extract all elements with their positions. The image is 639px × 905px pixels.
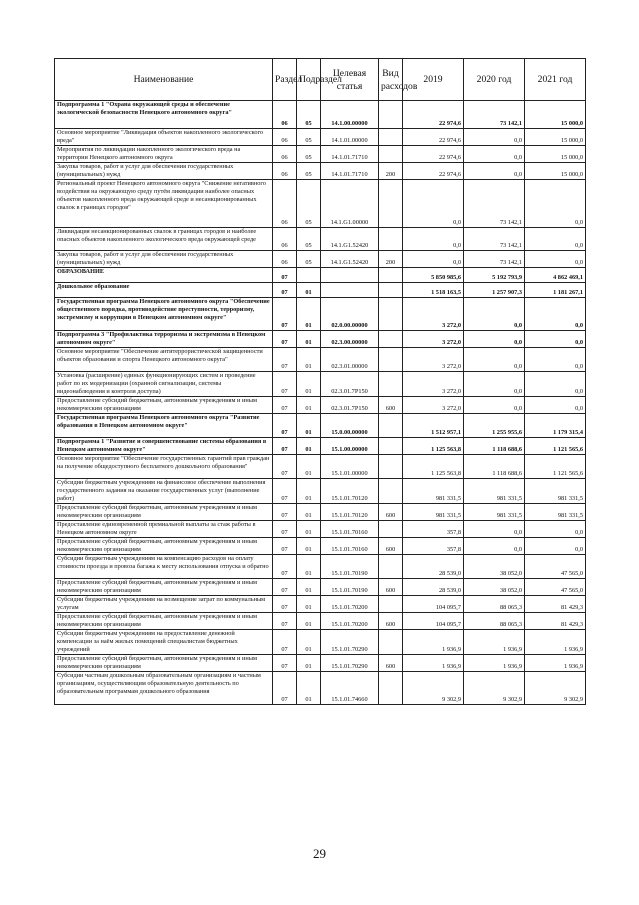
row-value-2021: 1 121 565,6: [525, 455, 586, 479]
row-podrazdel: 01: [297, 283, 321, 298]
row-value-2019: 0,0: [403, 180, 464, 228]
row-value-2020: 38 052,0: [464, 579, 525, 596]
table-row: [55, 538, 586, 555]
row-expense-type: [379, 283, 403, 298]
row-razdel: 07: [273, 504, 297, 521]
row-podrazdel: 01: [297, 596, 321, 613]
table-row: [55, 101, 586, 129]
row-value-2020: 1 118 688,6: [464, 438, 525, 455]
table-row: [55, 146, 586, 163]
header-2020: 2020 год: [464, 59, 525, 101]
row-value-2021: 1 936,9: [525, 655, 586, 672]
row-expense-type: 600: [379, 504, 403, 521]
header-razdel: Раздел: [273, 59, 297, 101]
row-expense-type: [379, 630, 403, 655]
row-razdel: 06: [273, 101, 297, 129]
row-razdel: 07: [273, 414, 297, 438]
row-target-article: [321, 283, 379, 298]
row-razdel: 06: [273, 251, 297, 268]
row-podrazdel: 01: [297, 397, 321, 414]
row-razdel: 07: [273, 372, 297, 397]
row-value-2021: 15 000,0: [525, 129, 586, 146]
row-target-article: 14.1.00.00000: [321, 101, 379, 129]
row-value-2019: 0,0: [403, 228, 464, 251]
row-razdel: 07: [273, 538, 297, 555]
row-podrazdel: 05: [297, 163, 321, 180]
row-expense-type: [379, 331, 403, 348]
row-value-2020: 0,0: [464, 146, 525, 163]
row-razdel: 07: [273, 479, 297, 504]
row-expense-type: [379, 146, 403, 163]
row-podrazdel: 05: [297, 129, 321, 146]
row-podrazdel: 01: [297, 331, 321, 348]
row-razdel: 07: [273, 283, 297, 298]
row-value-2020: 73 142,1: [464, 180, 525, 228]
row-target-article: 15.1.01.70190: [321, 579, 379, 596]
row-value-2019: 22 974,6: [403, 163, 464, 180]
row-razdel: 07: [273, 455, 297, 479]
row-name: Предоставление единовременной премиальной выплаты за стаж работы в Ненецком автономном округе: [55, 521, 273, 538]
row-value-2019: 22 974,6: [403, 101, 464, 129]
row-value-2019: 3 272,0: [403, 372, 464, 397]
row-expense-type: [379, 298, 403, 331]
table-row: [55, 521, 586, 538]
row-podrazdel: 05: [297, 251, 321, 268]
row-value-2019: 22 974,6: [403, 129, 464, 146]
row-value-2020: 981 331,5: [464, 504, 525, 521]
page-number: 29: [313, 846, 326, 861]
row-target-article: 15.1.01.70290: [321, 655, 379, 672]
row-value-2021: 1 936,9: [525, 630, 586, 655]
row-target-article: 15.1.00.00000: [321, 438, 379, 455]
table-row: [55, 372, 586, 397]
table-row: [55, 180, 586, 228]
table-row: [55, 613, 586, 630]
row-value-2019: 1 518 163,5: [403, 283, 464, 298]
header-name: Наименование: [55, 59, 273, 101]
row-name: Субсидии бюджетным учреждениям на финансовое обеспечение выполнения государственного задания на оказание государственных услуг (выполнение работ): [55, 479, 273, 504]
row-name: Предоставление субсидий бюджетным, автономным учреждениям и иным некоммерческим организациям: [55, 397, 273, 414]
row-value-2021: 0,0: [525, 348, 586, 372]
row-podrazdel: 01: [297, 521, 321, 538]
row-podrazdel: 01: [297, 298, 321, 331]
row-razdel: 07: [273, 672, 297, 705]
row-podrazdel: 01: [297, 438, 321, 455]
row-name: Закупка товаров, работ и услуг для обеспечения государственных (муниципальных) нужд: [55, 251, 273, 268]
row-value-2020: 73 142,1: [464, 251, 525, 268]
row-expense-type: [379, 521, 403, 538]
row-expense-type: [379, 101, 403, 129]
row-value-2019: 357,8: [403, 538, 464, 555]
row-value-2020: 1 118 688,6: [464, 455, 525, 479]
row-target-article: 15.1.01.70120: [321, 504, 379, 521]
table-row: [55, 283, 586, 298]
row-podrazdel: 01: [297, 630, 321, 655]
table-row: [55, 414, 586, 438]
row-target-article: 14.1.01.71710: [321, 163, 379, 180]
row-expense-type: 600: [379, 397, 403, 414]
row-value-2020: 88 065,3: [464, 596, 525, 613]
row-value-2020: 0,0: [464, 521, 525, 538]
row-podrazdel: 01: [297, 504, 321, 521]
row-value-2019: 357,8: [403, 521, 464, 538]
row-value-2021: 1 181 267,1: [525, 283, 586, 298]
row-value-2019: 1 936,9: [403, 630, 464, 655]
row-expense-type: [379, 228, 403, 251]
row-expense-type: [379, 596, 403, 613]
row-value-2021: 47 565,0: [525, 555, 586, 579]
row-razdel: 07: [273, 655, 297, 672]
row-value-2021: 0,0: [525, 372, 586, 397]
row-target-article: 15.1.01.70200: [321, 596, 379, 613]
row-name: Основное мероприятие "Ликвидация объектов накопленного экологического вреда": [55, 129, 273, 146]
row-podrazdel: 01: [297, 538, 321, 555]
table-row: [55, 655, 586, 672]
row-value-2020: 0,0: [464, 298, 525, 331]
table-row: [55, 348, 586, 372]
row-value-2020: 0,0: [464, 163, 525, 180]
table-row: [55, 555, 586, 579]
row-razdel: 07: [273, 331, 297, 348]
row-podrazdel: 01: [297, 372, 321, 397]
header-podrazdel: Подраздел: [297, 59, 321, 101]
table-row: [55, 479, 586, 504]
table-body: [55, 101, 586, 705]
row-target-article: 02.3.00.00000: [321, 331, 379, 348]
row-expense-type: [379, 180, 403, 228]
row-target-article: 02.3.01.00000: [321, 348, 379, 372]
row-value-2021: 981 331,5: [525, 504, 586, 521]
row-razdel: 06: [273, 129, 297, 146]
table-row: [55, 163, 586, 180]
row-value-2019: 3 272,0: [403, 348, 464, 372]
row-target-article: 15.1.01.70120: [321, 479, 379, 504]
row-value-2020: 1 936,9: [464, 655, 525, 672]
row-razdel: 07: [273, 521, 297, 538]
row-value-2020: 0,0: [464, 129, 525, 146]
row-name: Региональный проект Ненецкого автономного округа "Снижение негативного воздействия на окружающую среду путём ликвидации наиболее опасных объектов накопленного вреда окружающей среде и несанкционированных свалок в границах городов": [55, 180, 273, 228]
row-value-2020: 9 302,9: [464, 672, 525, 705]
row-target-article: 15.1.01.70160: [321, 538, 379, 555]
row-value-2020: 38 052,0: [464, 555, 525, 579]
row-value-2021: 1 121 565,6: [525, 438, 586, 455]
row-razdel: 07: [273, 579, 297, 596]
row-razdel: 07: [273, 630, 297, 655]
budget-table: [54, 58, 586, 705]
row-value-2021: 0,0: [525, 228, 586, 251]
row-name: ОБРАЗОВАНИЕ: [55, 268, 273, 283]
row-expense-type: 200: [379, 251, 403, 268]
row-target-article: 15.1.01.00000: [321, 455, 379, 479]
row-name: Дошкольное образование: [55, 283, 273, 298]
row-name: Субсидии бюджетным учреждениям на предоставление денежной компенсации за наём жилых помещений специалистам бюджетных учреждений: [55, 630, 273, 655]
row-razdel: 07: [273, 348, 297, 372]
row-value-2021: 47 565,0: [525, 579, 586, 596]
document-page: [54, 58, 585, 705]
row-value-2020: 0,0: [464, 397, 525, 414]
row-podrazdel: 05: [297, 101, 321, 129]
row-value-2019: 3 272,0: [403, 298, 464, 331]
row-expense-type: [379, 129, 403, 146]
row-name: Основное мероприятие "Обеспечение антитеррористической защищенности объектов образования и спорта Ненецкого автономного округа": [55, 348, 273, 372]
table-row: [55, 251, 586, 268]
row-value-2019: 1 936,9: [403, 655, 464, 672]
row-expense-type: [379, 455, 403, 479]
row-razdel: 07: [273, 438, 297, 455]
row-target-article: 14.1.01.00000: [321, 129, 379, 146]
row-razdel: 07: [273, 268, 297, 283]
row-target-article: 15.0.00.00000: [321, 414, 379, 438]
row-expense-type: 600: [379, 655, 403, 672]
row-expense-type: 600: [379, 538, 403, 555]
row-name: Государственная программа Ненецкого автономного округа "Обеспечение общественного порядка, противодействие преступности, терроризму, экстремизму и коррупции в Ненецком автономном округе": [55, 298, 273, 331]
table-row: [55, 596, 586, 613]
row-razdel: 06: [273, 146, 297, 163]
row-podrazdel: 01: [297, 455, 321, 479]
row-value-2019: 28 539,0: [403, 579, 464, 596]
row-value-2019: 104 095,7: [403, 613, 464, 630]
row-razdel: 06: [273, 180, 297, 228]
row-razdel: 06: [273, 163, 297, 180]
table-row: [55, 504, 586, 521]
row-name: Ликвидация несанкционированных свалок в границах городов и наиболее опасных объектов накопленного экологического вреда окружающей среде: [55, 228, 273, 251]
row-value-2020: 0,0: [464, 538, 525, 555]
row-target-article: 14.1.G1.52420: [321, 228, 379, 251]
row-name: Подпрограмма 3 "Профилактика терроризма и экстремизма в Ненецком автономном округе": [55, 331, 273, 348]
header-2019: 2019: [403, 59, 464, 101]
row-value-2019: 981 331,5: [403, 504, 464, 521]
row-expense-type: [379, 555, 403, 579]
row-name: Предоставление субсидий бюджетным, автономным учреждениям и иным некоммерческим организациям: [55, 579, 273, 596]
header-expense-type: Вид расходов: [379, 59, 403, 101]
row-razdel: 07: [273, 613, 297, 630]
row-name: Мероприятия по ликвидации накопленного экологического вреда на территории Ненецкого автономного округа: [55, 146, 273, 163]
row-value-2019: 22 974,6: [403, 146, 464, 163]
row-expense-type: [379, 672, 403, 705]
row-target-article: 15.1.01.70160: [321, 521, 379, 538]
row-value-2020: 0,0: [464, 348, 525, 372]
table-row: [55, 268, 586, 283]
row-name: Предоставление субсидий бюджетным, автономным учреждениям и иным некоммерческим организациям: [55, 504, 273, 521]
row-value-2020: 0,0: [464, 372, 525, 397]
row-expense-type: [379, 438, 403, 455]
table-row: [55, 630, 586, 655]
row-value-2019: 1 125 563,8: [403, 438, 464, 455]
header-target-article: Целевая статья: [321, 59, 379, 101]
row-expense-type: [379, 348, 403, 372]
row-value-2021: 15 000,0: [525, 146, 586, 163]
row-podrazdel: 01: [297, 613, 321, 630]
row-name: Предоставление субсидий бюджетным, автономным учреждениям и иным некоммерческим организациям: [55, 538, 273, 555]
row-podrazdel: 05: [297, 228, 321, 251]
row-podrazdel: 01: [297, 579, 321, 596]
row-podrazdel: 01: [297, 348, 321, 372]
row-value-2019: 3 272,0: [403, 397, 464, 414]
row-podrazdel: 05: [297, 180, 321, 228]
row-value-2020: 0,0: [464, 331, 525, 348]
row-name: Субсидии бюджетным учреждениям на компенсацию расходов на оплату стоимости проезда и провоза багажа к месту использования отпуска и обратно: [55, 555, 273, 579]
row-razdel: 07: [273, 596, 297, 613]
row-value-2021: 1 179 315,4: [525, 414, 586, 438]
row-value-2021: 15 000,0: [525, 101, 586, 129]
row-name: Субсидии частным дошкольным образовательным организациям и частным организациям, осуществляющим образовательную деятельность по образовательным программам дошкольного образования: [55, 672, 273, 705]
row-value-2019: 9 302,9: [403, 672, 464, 705]
row-name: Подпрограмма 1 "Охрана окружающей среды и обеспечение экологической безопасности Ненецкого автономного округа": [55, 101, 273, 129]
row-value-2020: 1 257 907,3: [464, 283, 525, 298]
row-name: Основное мероприятие "Обеспечение государственных гарантий прав граждан на получение общедоступного бесплатного дошкольного образования": [55, 455, 273, 479]
row-value-2021: 81 429,3: [525, 596, 586, 613]
row-name: Государственная программа Ненецкого автономного округа "Развитие образования в Ненецком автономном округе": [55, 414, 273, 438]
row-value-2020: 1 255 955,6: [464, 414, 525, 438]
row-expense-type: 600: [379, 579, 403, 596]
row-value-2019: 1 125 563,8: [403, 455, 464, 479]
table-row: [55, 438, 586, 455]
row-value-2020: 73 142,1: [464, 101, 525, 129]
row-podrazdel: 01: [297, 555, 321, 579]
row-value-2020: 981 331,5: [464, 479, 525, 504]
table-row: [55, 331, 586, 348]
row-target-article: 14.1.01.71710: [321, 146, 379, 163]
row-target-article: 15.1.01.74660: [321, 672, 379, 705]
row-value-2019: 104 095,7: [403, 596, 464, 613]
row-value-2021: 4 862 469,1: [525, 268, 586, 283]
row-name: Предоставление субсидий бюджетным, автономным учреждениям и иным некоммерческим организациям: [55, 655, 273, 672]
row-value-2021: 0,0: [525, 397, 586, 414]
table-row: [55, 228, 586, 251]
row-value-2021: 0,0: [525, 251, 586, 268]
table-header-row: [55, 59, 586, 101]
row-value-2021: 81 429,3: [525, 613, 586, 630]
row-podrazdel: 01: [297, 414, 321, 438]
row-target-article: 02.3.01.7P150: [321, 372, 379, 397]
row-name: Предоставление субсидий бюджетным, автономным учреждениям и иным некоммерческим организациям: [55, 613, 273, 630]
row-name: Субсидии бюджетным учреждениям на возмещение затрат по коммунальным услугам: [55, 596, 273, 613]
row-expense-type: [379, 479, 403, 504]
row-target-article: [321, 268, 379, 283]
row-value-2021: 15 000,0: [525, 163, 586, 180]
row-value-2019: 28 539,0: [403, 555, 464, 579]
row-podrazdel: 05: [297, 146, 321, 163]
row-podrazdel: [297, 268, 321, 283]
row-expense-type: 600: [379, 613, 403, 630]
row-razdel: 07: [273, 555, 297, 579]
row-podrazdel: 01: [297, 479, 321, 504]
row-target-article: 02.3.01.7P150: [321, 397, 379, 414]
row-value-2019: 981 331,5: [403, 479, 464, 504]
row-value-2021: 9 302,9: [525, 672, 586, 705]
row-value-2020: 88 065,3: [464, 613, 525, 630]
row-podrazdel: 01: [297, 672, 321, 705]
row-name: Закупка товаров, работ и услуг для обеспечения государственных (муниципальных) нужд: [55, 163, 273, 180]
header-2021: 2021 год: [525, 59, 586, 101]
row-target-article: 14.1.G1.00000: [321, 180, 379, 228]
row-expense-type: [379, 268, 403, 283]
row-target-article: 14.1.G1.52420: [321, 251, 379, 268]
row-name: Установка (расширение) единых функционирующих систем и проведение работ по их модернизации (охранной сигнализации, системы видеонаблюдения и контроля доступа): [55, 372, 273, 397]
row-value-2019: 3 272,0: [403, 331, 464, 348]
table-row: [55, 579, 586, 596]
table-row: [55, 397, 586, 414]
row-value-2021: 0,0: [525, 331, 586, 348]
row-razdel: 07: [273, 397, 297, 414]
table-row: [55, 129, 586, 146]
table-row: [55, 455, 586, 479]
row-value-2021: 0,0: [525, 180, 586, 228]
row-value-2021: 981 331,5: [525, 479, 586, 504]
row-target-article: 02.0.00.00000: [321, 298, 379, 331]
row-value-2020: 1 936,9: [464, 630, 525, 655]
row-value-2019: 5 850 985,6: [403, 268, 464, 283]
row-expense-type: [379, 372, 403, 397]
table-row: [55, 298, 586, 331]
row-expense-type: [379, 414, 403, 438]
row-target-article: 15.1.01.70290: [321, 630, 379, 655]
row-podrazdel: 01: [297, 655, 321, 672]
row-razdel: 07: [273, 298, 297, 331]
row-value-2019: 0,0: [403, 251, 464, 268]
row-expense-type: 200: [379, 163, 403, 180]
row-value-2021: 0,0: [525, 538, 586, 555]
row-target-article: 15.1.01.70190: [321, 555, 379, 579]
row-value-2019: 1 512 957,1: [403, 414, 464, 438]
row-value-2020: 5 192 793,9: [464, 268, 525, 283]
row-name: Подпрограмма 1 "Развитие и совершенствование системы образования в Ненецком автономном округе": [55, 438, 273, 455]
table-row: [55, 672, 586, 705]
row-razdel: 06: [273, 228, 297, 251]
row-value-2021: 0,0: [525, 298, 586, 331]
row-value-2020: 73 142,1: [464, 228, 525, 251]
row-target-article: 15.1.01.70200: [321, 613, 379, 630]
row-value-2021: 0,0: [525, 521, 586, 538]
